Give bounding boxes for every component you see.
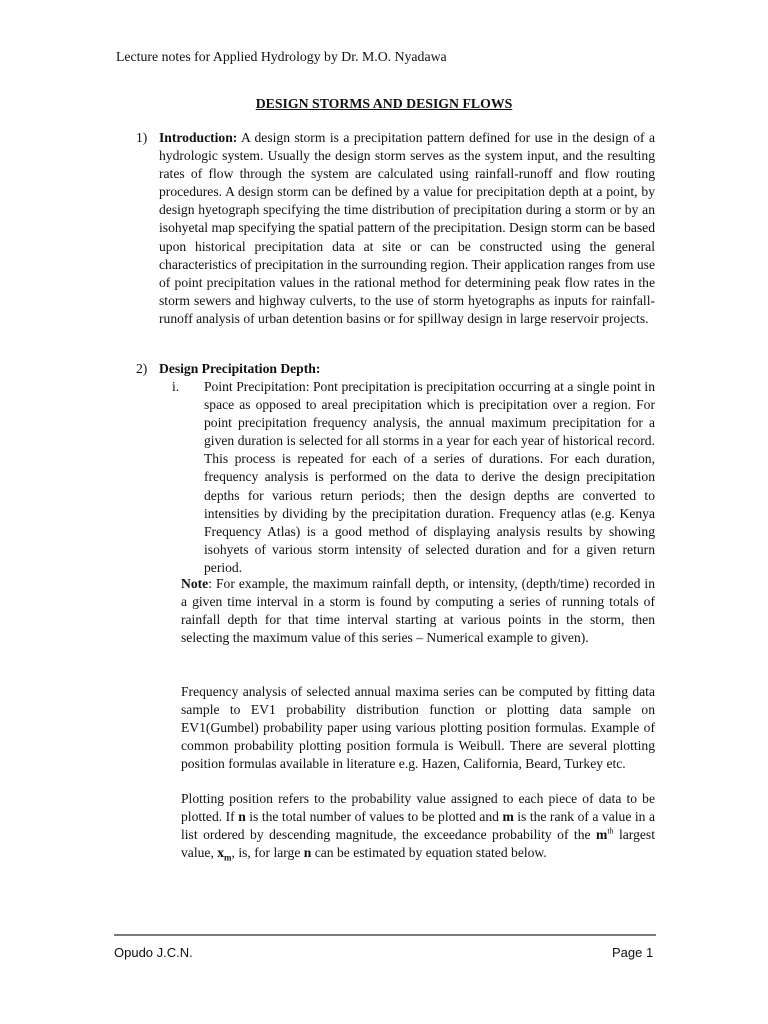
subscript-m: m: [224, 853, 232, 863]
note-paragraph: [181, 575, 655, 647]
superscript-th: th: [607, 826, 614, 836]
plotting-text-3: is the rank of a value in a list ordered by descending magnitude, the exceedance probability of the: [181, 809, 655, 843]
document-title: DESIGN STORMS AND DESIGN FLOWS: [255, 96, 513, 111]
plotting-text-2: is the total number of values to be plotted and: [245, 809, 503, 825]
note-text: : For example, the maximum rainfall depth, or intensity, (depth/time) recorded in a given time interval in a storm is found by computing a series of running totals of rainfall depth for that time interval starting at various points in the storm, then selecting the maximum value of this series – Numerical example to given).: [181, 576, 655, 646]
variable-m-rank: m: [595, 827, 608, 843]
footer-page-number: Page 1: [612, 945, 654, 960]
frequency-paragraph: Frequency analysis of selected annual maxima series can be computed by fitting data sample to EV1 probability distribution function or plotting data sample on EV1(Gumbel) probability paper using various plotting position formulas. Example of common probability plotting position formula is Weibull. There are several plotting position formulas available in literature e.g. Hazen, California, Beard, Turkey etc.: [181, 684, 655, 772]
plotting-text-1: Plotting position refers to the probability value assigned to each piece of data to be plotted. If: [181, 791, 655, 825]
plotting-text-4: largest value,: [181, 827, 655, 861]
plotting-paragraph: [181, 790, 655, 862]
note-label: Note: [181, 576, 209, 591]
variable-n-large: n: [303, 845, 312, 861]
variable-n: n: [238, 809, 246, 825]
plotting-text-6: can be estimated by equation stated below.: [311, 845, 547, 861]
variable-m: m: [502, 809, 514, 825]
section-1-number: 1): [136, 130, 148, 145]
footer-author: Opudo J.C.N.: [114, 945, 193, 960]
section-2-heading: Design Precipitation Depth:: [159, 361, 321, 376]
section-2-number: 2): [136, 361, 148, 376]
section-2-heading-block: [159, 360, 655, 378]
page-header: Lecture notes for Applied Hydrology by Dr. M.O. Nyadawa: [116, 49, 447, 64]
section-1-text: A design storm is a precipitation pattern defined for use in the design of a hydrologic system. Usually the design storm serves as the system input, and the resulting rates of flow through the system are calculated using rainfall-runoff and flow routing procedures. A design storm can be defined by a value for precipitation depth at a point, by design hyetograph specifying the time distribution of precipitation during a storm or by an isohyetal map specifying the spatial pattern of the precipitation. Design storm can be based upon historical precipitation data at site or can be constructed using the general characteristics of precipitation in the surrounding region. Their application ranges from use of point precipitation values in the rational method for determining peak flow rates in the storm sewers and highway culverts, to the use of storm hyetographs as inputs for rainfall-runoff analysis of urban detention basins or for spillway design in large reservoir projects.: [159, 130, 655, 326]
footer-divider: [114, 934, 656, 936]
section-1-heading: Introduction:: [159, 130, 238, 145]
variable-x: x: [217, 845, 225, 861]
section-1-paragraph: [159, 129, 655, 328]
plotting-text-5: , is, for large: [231, 845, 304, 861]
subitem-number: i.: [172, 379, 180, 394]
subitem-paragraph: Point Precipitation: Pont precipitation is precipitation occurring at a single point in space as opposed to areal precipitation which is precipitation over a region. For point precipitation frequency analysis, the annual maximum precipitation for a given duration is selected for all storms in a year for each year of historical record. This process is repeated for each of a series of durations. For each duration, frequency analysis is performed on the data to derive the design precipitation depths for various return periods; then the design depths are converted to intensities by dividing by the precipitation duration. Frequency atlas (e.g. Kenya Frequency Atlas) is a good method of displaying analysis results by showing isohyets of various storm intensity of selected duration and for a given return period.: [204, 379, 655, 575]
